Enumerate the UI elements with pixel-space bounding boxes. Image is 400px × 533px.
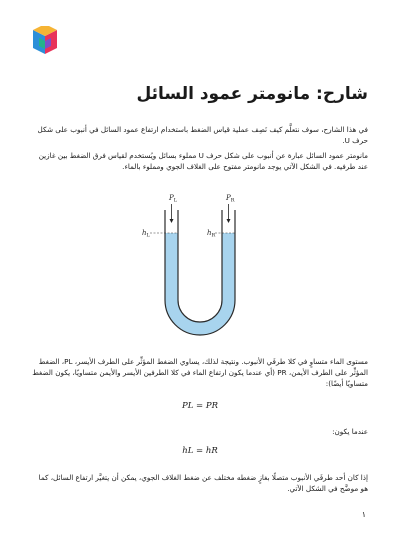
page-number: ١: [361, 510, 366, 519]
liquid-fill: [165, 233, 235, 335]
pressure-equation: PL = PR: [181, 401, 218, 411]
definition-paragraph: مانومتر عمود السائل عبارة عن أنبوب على شكل حرف U مملوء بسائل ويُستخدم لقياس فرق الضغط بين غازين عند طرفيه. في الشكل الآتي يوجد مانومتر مفتوح على الغلاف الجوي ومملوء بالماء.: [38, 151, 368, 171]
equal-level-paragraph: مستوى الماء متساوٍ في كلا طرفَي الأنبوب. ونتيجة لذلك، يساوي الضغط المؤثِّر على الطرف الأيسر، PL، الضغط المؤثِّر على الطرف الأيمن، PR (أي عندما يكون ارتفاع الماء في كلا الطرفين الأيسر والأيمن متساويًا، يكون الضغط متساويًا أيضًا):: [32, 357, 368, 388]
arrowhead-left: [170, 219, 174, 223]
when-paragraph: عندما يكون:: [332, 427, 368, 436]
label-p-left: $P_L$: [169, 194, 178, 204]
label-h-left: $h_L$: [142, 229, 150, 239]
tube-inner-wall: [178, 210, 222, 322]
brand-logo: [30, 26, 60, 56]
height-equation: hL = hR: [182, 446, 218, 456]
arrowhead-right: [227, 219, 231, 223]
label-h-right: $h_R$: [207, 229, 216, 239]
connected-gas-paragraph: إذا كان أحد طرفَي الأنبوب متصلًا بغازٍ ضغطه مختلف عن ضغط الغلاف الجوي، يمكن أن يتغيَّر ارتفاع السائل، كما هو موضَّح في الشكل الآتي.: [38, 473, 368, 493]
intro-paragraph: في هذا الشارح، سوف نتعلَّم كيف نَصِف عملية قياس الضغط باستخدام ارتفاع عمود السائل في أنبوب على شكل حرف U.: [37, 125, 368, 145]
page-title: شارح: مانومتر عمود السائل: [136, 84, 368, 104]
label-p-right: $P_R$: [226, 194, 235, 204]
u-tube-manometer-diagram: [130, 190, 270, 345]
